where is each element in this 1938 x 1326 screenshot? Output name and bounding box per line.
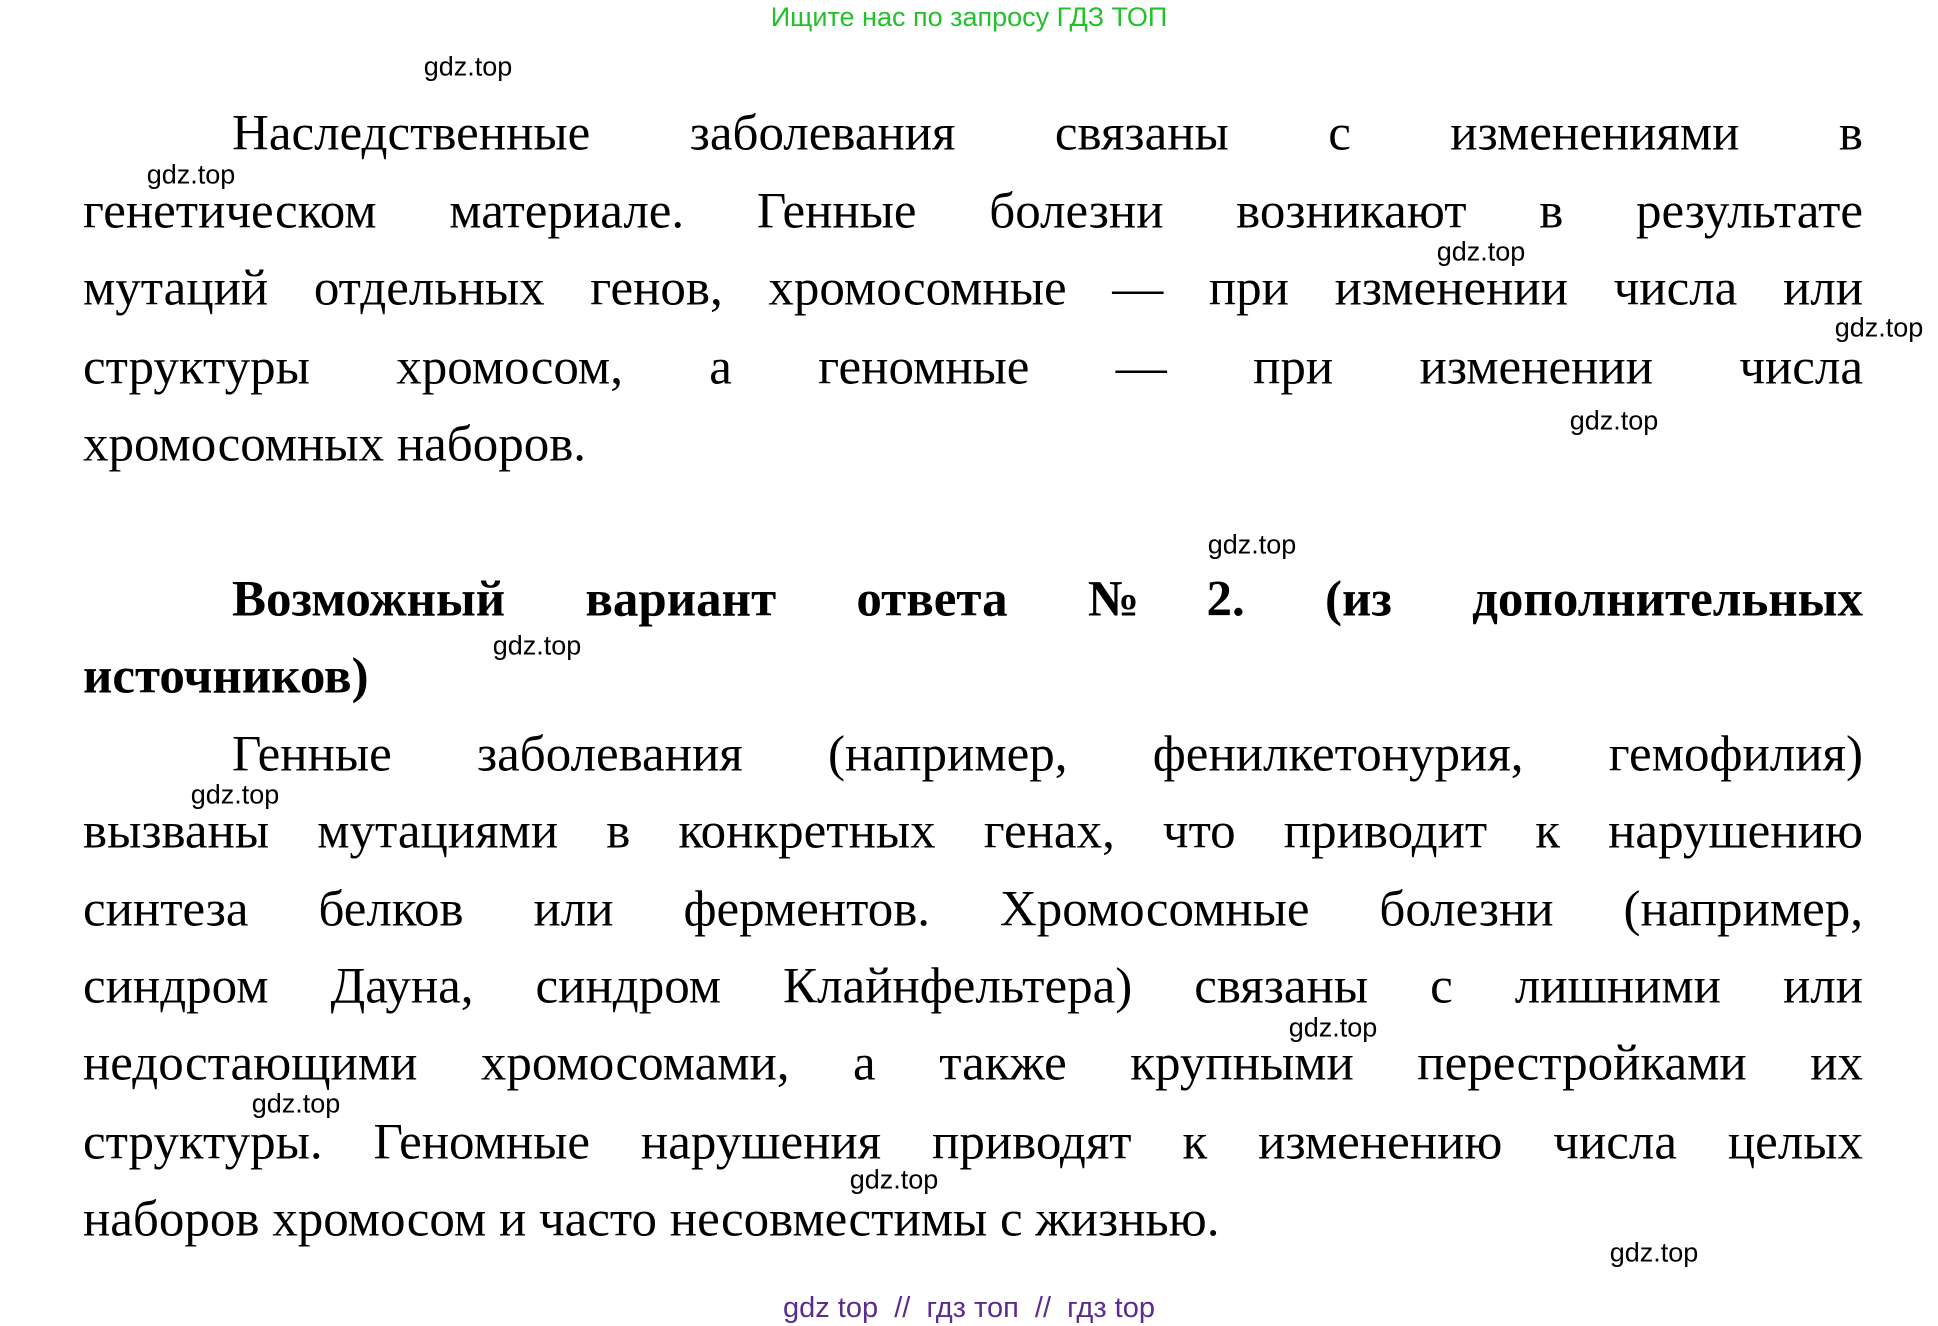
text-line: хромосомных наборов. (83, 416, 587, 473)
text-line: недостающими хромосомами, а также крупными перестройками их (83, 1035, 1863, 1092)
watermark: gdz.top (1288, 1012, 1378, 1043)
watermark: gdz.top (492, 630, 582, 661)
watermark: gdz.top (1834, 312, 1924, 343)
text-line: вызваны мутациями в конкретных генах, что приводит к нарушению (83, 803, 1863, 860)
watermark: gdz.top (1569, 405, 1659, 436)
text-line: структуры хромосом, а геномные — при изменении числа (83, 339, 1863, 396)
text-line: синтеза белков или ферментов. Хромосомные болезни (например, (83, 881, 1863, 938)
text-line: генетическом материале. Генные болезни возникают в результате (83, 183, 1863, 240)
text-line: Наследственные заболевания связаны с изменениями в (232, 105, 1863, 162)
text-line: наборов хромосом и часто несовместимы с жизнью. (83, 1191, 1220, 1248)
heading-line: источников) (83, 648, 369, 705)
heading-line: Возможный вариант ответа №2. (из дополнительных (232, 571, 1863, 628)
text-line: синдром Дауна, синдром Клайнфельтера) связаны с лишними или (83, 958, 1863, 1015)
watermark: gdz.top (1207, 529, 1297, 560)
watermark: gdz.top (849, 1164, 939, 1195)
watermark: gdz.top (1436, 236, 1526, 267)
text-line: мутаций отдельных генов, хромосомные — при изменении числа или (83, 260, 1863, 317)
watermark: gdz.top (251, 1088, 341, 1119)
header-banner: Ищите нас по запросу ГДЗ ТОП (770, 2, 1168, 32)
watermark: gdz.top (423, 51, 513, 82)
footer-banner: gdz top // гдз топ // гдз top (782, 1292, 1155, 1324)
watermark: gdz.top (190, 779, 280, 810)
text-line: Генные заболевания (например, фенилкетонурия, гемофилия) (232, 726, 1863, 783)
watermark: gdz.top (146, 159, 236, 190)
text-line: структуры. Геномные нарушения приводят к изменению числа целых (83, 1114, 1863, 1171)
watermark: gdz.top (1609, 1237, 1699, 1268)
